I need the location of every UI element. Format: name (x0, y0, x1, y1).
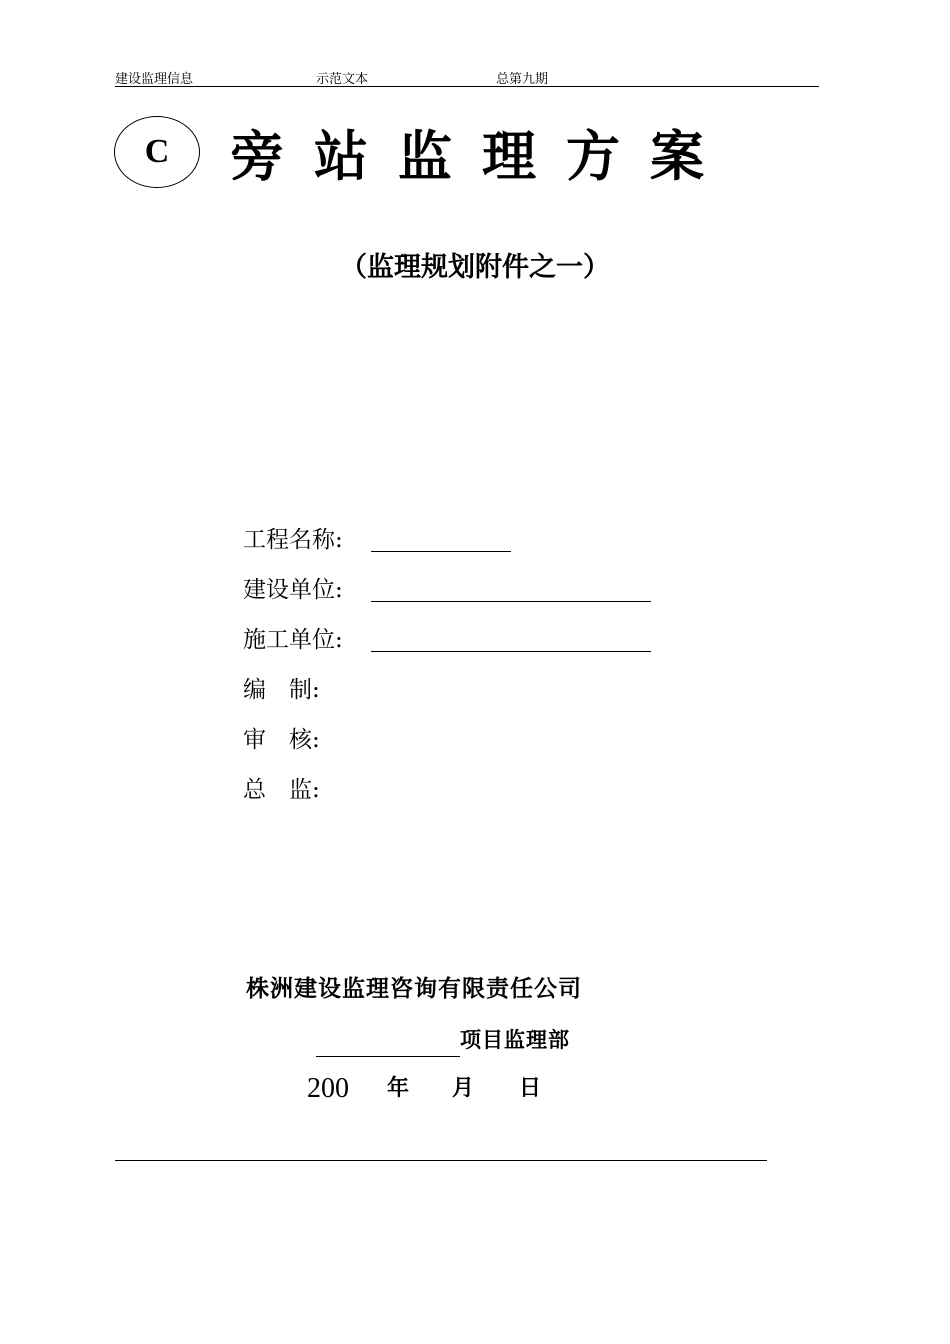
department-name: 项目监理部 (460, 1028, 570, 1052)
chief-supervisor-label: 总 监: (243, 777, 320, 803)
compiled-by-label: 编 制: (243, 677, 320, 703)
date-year: 200 (307, 1073, 349, 1104)
company-name: 株洲建设监理咨询有限责任公司 (246, 976, 582, 1002)
owner-blank (371, 601, 651, 602)
department-blank (316, 1056, 460, 1057)
document-subtitle: （监理规划附件之一） (340, 252, 610, 283)
contractor-label: 施工单位: (243, 627, 343, 653)
reviewed-by-label: 审 核: (243, 727, 320, 753)
date-year-label: 年 (387, 1076, 410, 1101)
logo-letter: C (144, 133, 170, 170)
header-issue: 总第九期 (496, 72, 549, 87)
header-category: 示范文本 (316, 72, 369, 87)
document-title: 旁站监理方案 (230, 125, 734, 188)
footer-divider (115, 1160, 767, 1161)
contractor-blank (371, 651, 651, 652)
project-name-label: 工程名称: (243, 527, 343, 553)
header-publication: 建设监理信息 (115, 72, 194, 87)
date-day-label: 日 (519, 1076, 542, 1101)
project-name-blank (371, 551, 511, 552)
header-divider (115, 86, 819, 87)
logo-badge (114, 116, 200, 188)
owner-label: 建设单位: (243, 577, 343, 603)
date-month-label: 月 (452, 1076, 475, 1101)
